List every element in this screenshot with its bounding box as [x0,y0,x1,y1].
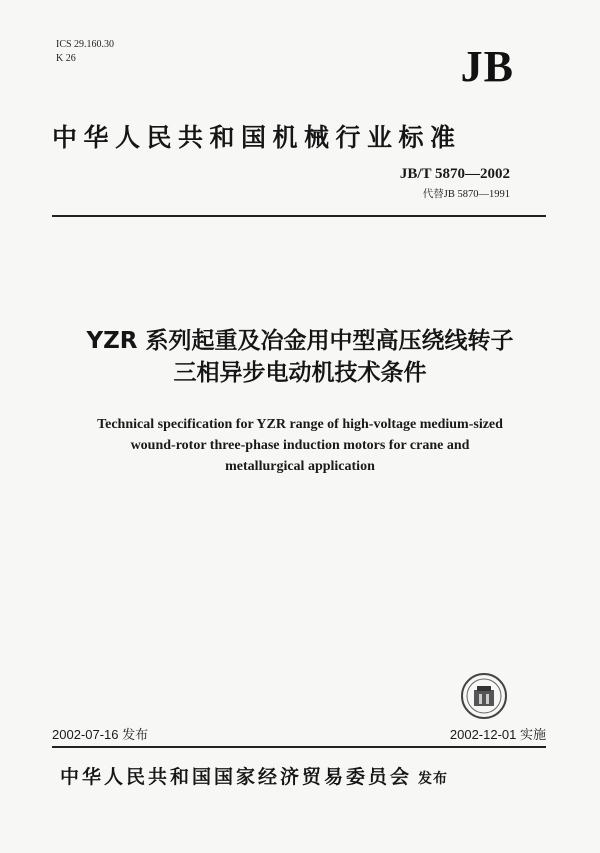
chinese-title [0,325,600,389]
standard-number-block [400,166,510,201]
standard-number: JB/T 5870—2002 [399,166,510,182]
english-title [40,414,560,477]
jb-logo: JB [460,42,514,91]
replaces-standard: 代替JB 5870—1991 [422,189,510,200]
category-code: K 26 [56,53,76,64]
chinese-title-line-2: 三相异步电动机技术条件 [173,360,427,386]
english-title-line-2: wound-rotor three-phase induction motors for crane and [130,438,470,453]
bottom-divider [52,746,546,748]
implementation-date: 2002-12-01 实施 [449,727,546,742]
english-title-line-3: metallurgical application [225,459,375,474]
chinese-title-line-1: YZR 系列起重及冶金用中型高压绕线转子 [86,328,514,354]
seal-emblem-icon [460,672,508,720]
top-divider [52,215,546,217]
issuer-name: 中华人民共和国国家经济贸易委员会 [60,766,413,788]
standard-type-title: 中华人民共和国机械行业标准 [52,123,462,152]
issuer-line [60,762,540,789]
issue-date: 2002-07-16 发布 [52,727,149,742]
english-title-line-1: Technical specification for YZR range of high-voltage medium-sized [97,417,503,432]
ics-code: ICS 29.160.30 [56,39,115,50]
classification-block [56,38,114,66]
issuer-action: 发布 [418,771,449,787]
